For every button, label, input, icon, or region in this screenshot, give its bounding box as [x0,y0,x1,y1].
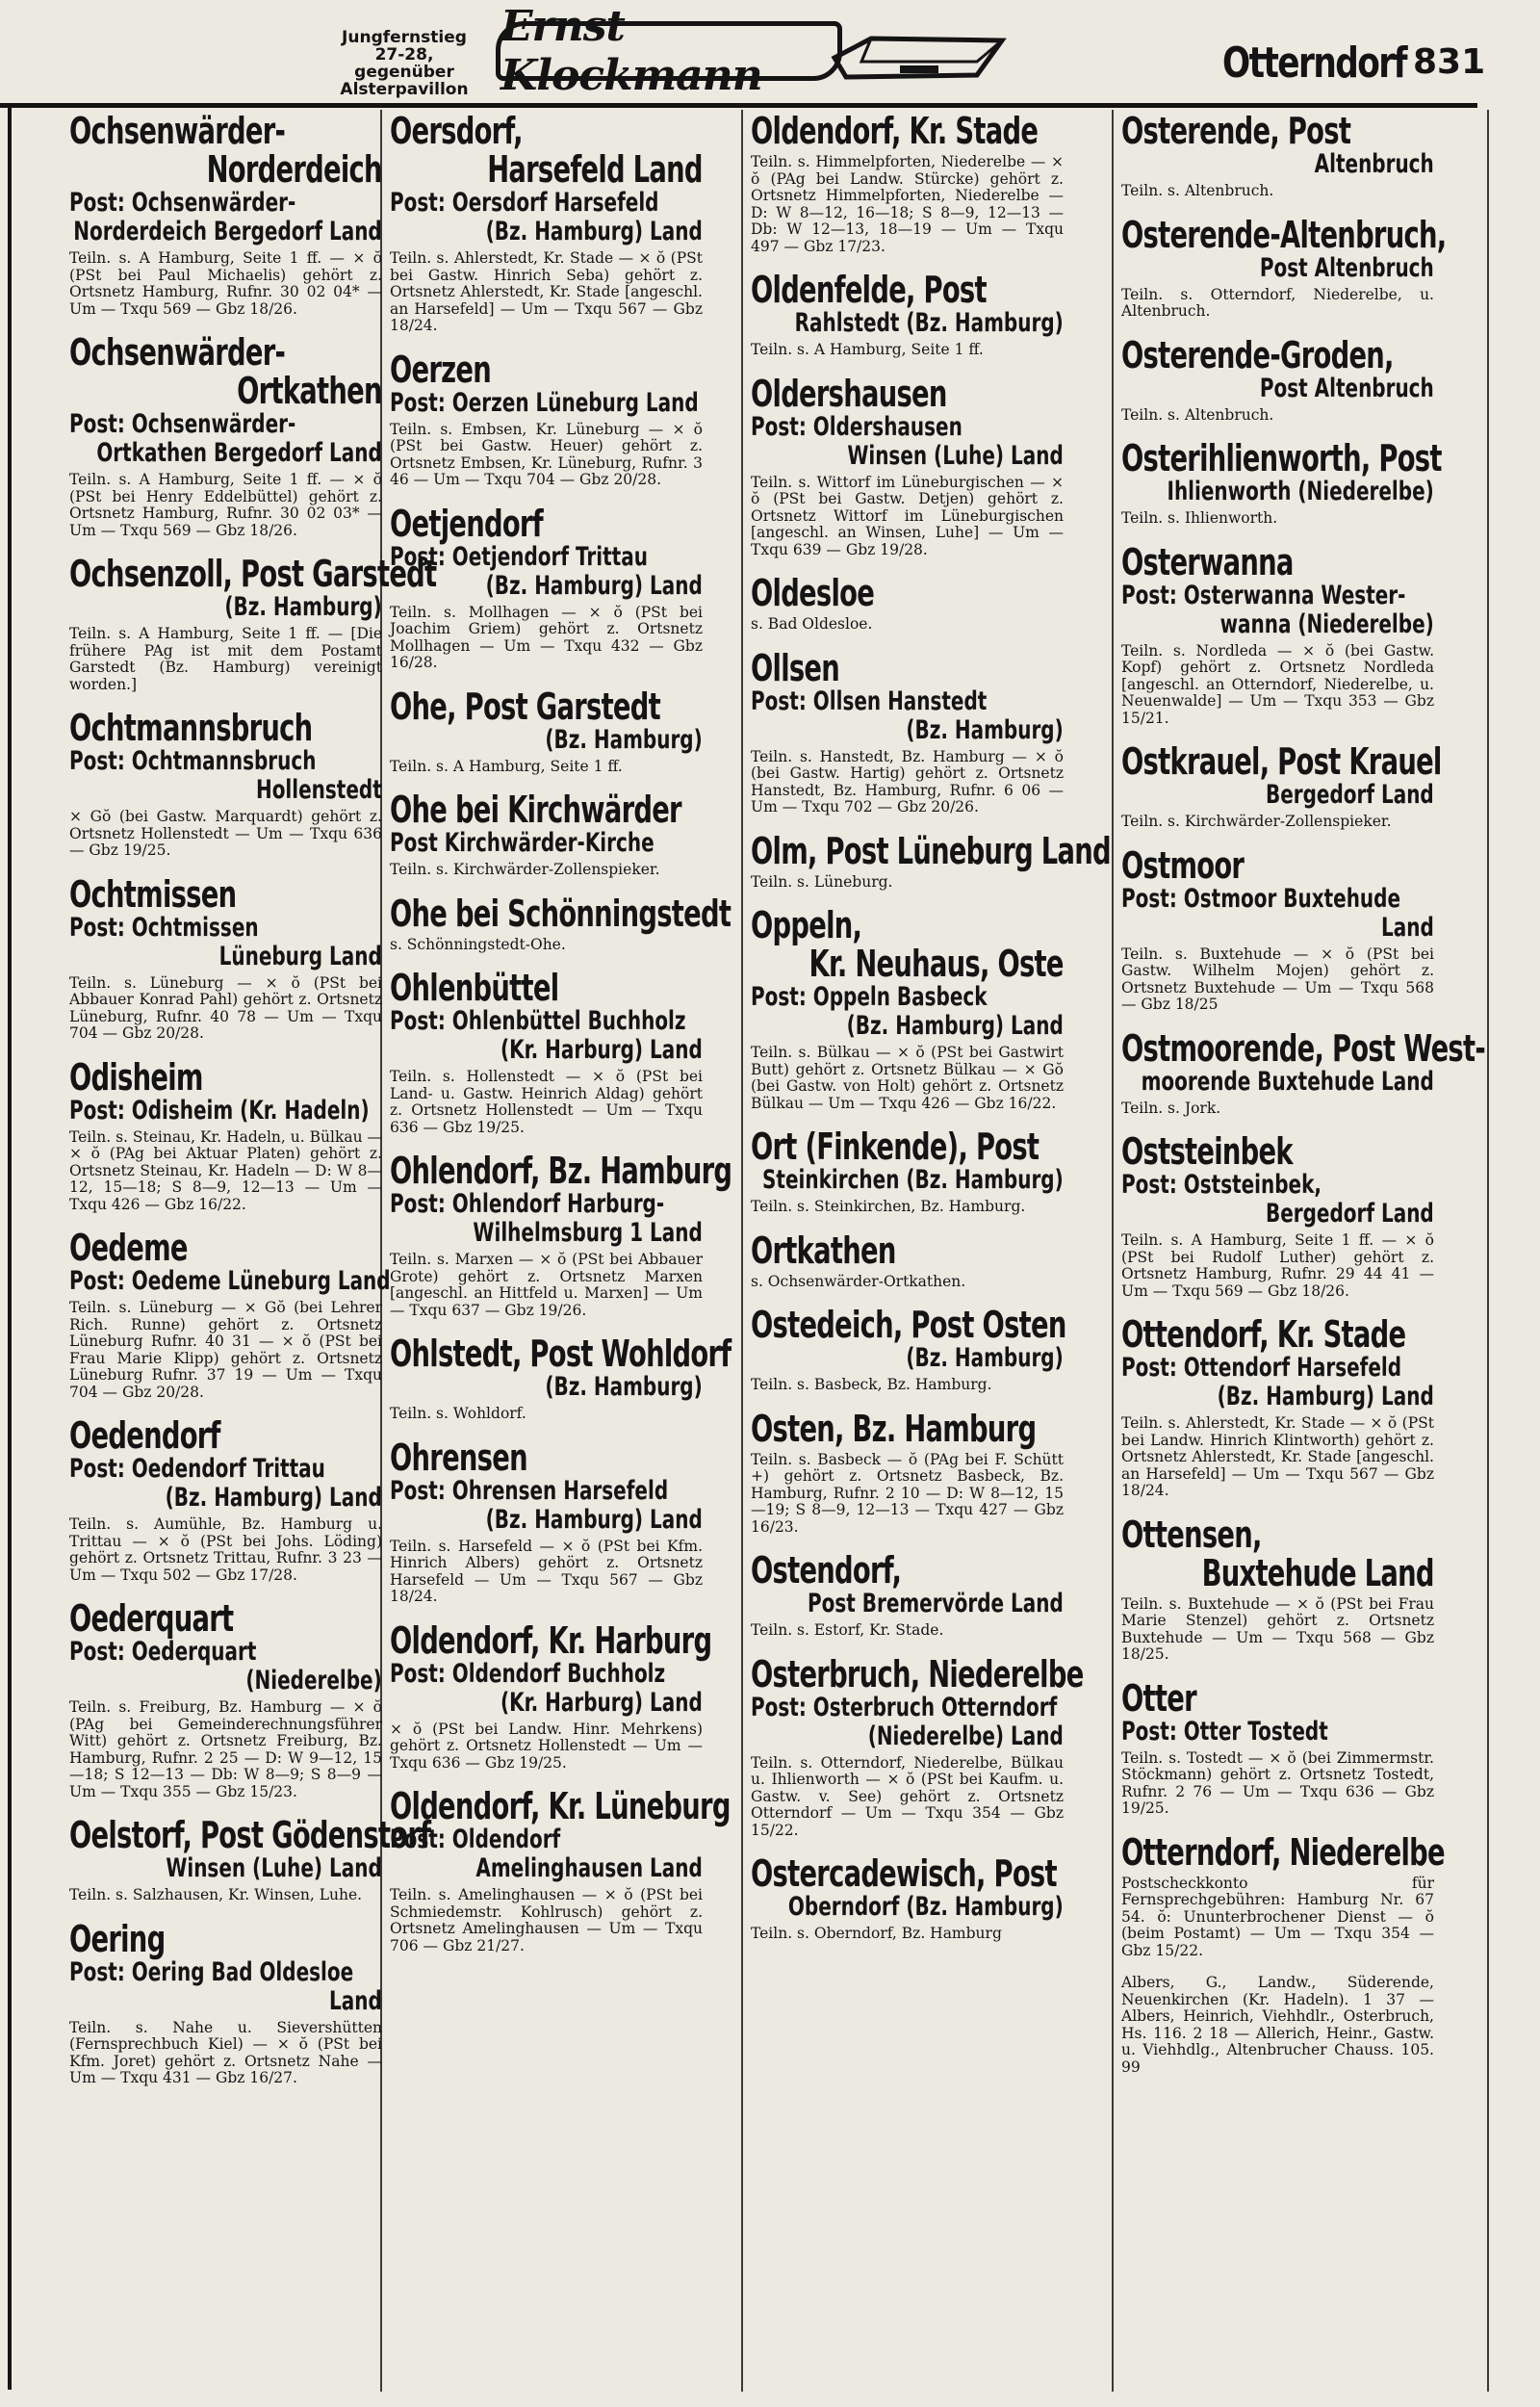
entry-body-text: Teiln. s. Lüneburg — × ŏ (PSt bei Abbauer Konrad Pahl) gehört z. Ortsnetz Lüneburg, Rufnr. 40 78 — Um — Txqu 704 — Gbz 20/28. [69,973,382,1042]
entry-place-name: Ottendorf, Kr. Stade [1121,1313,1406,1356]
directory-entry [69,872,382,1043]
entry-post-line: Post: Ohlenbüttel Buchholz [390,1006,686,1036]
entry-body-text: Teiln. s. Salzhausen, Kr. Winsen, Luhe. [69,1886,363,1903]
entry-post-line: Post: Osterwanna Wester- [1121,580,1406,610]
entry-place-name-cont: Ortkathen [237,370,382,412]
entry-post-line: Post: Ochsenwärder- [69,409,296,439]
header-rule [0,103,1477,108]
entry-place-name: Otter [1121,1676,1196,1720]
directory-entry [1121,213,1447,321]
entry-place-name: Oldendorf, Kr. Stade [751,110,1039,152]
advert-line-2: 27-28, gegenüber [354,45,454,82]
entry-body-text: Teiln. s. Hollenstedt — × ŏ (PSt bei Land- u. Gastw. Heinrich Aldag) gehört z. Ortsnetz Hollenstedt — Um — Txqu 636 — Gbz 19/25. [390,1068,703,1136]
entry-place-name-cont: Norderdeich [206,148,382,191]
directory-entry [1121,843,1434,1014]
entry-post-line: Post: Ohrensen Harsefeld [390,1475,669,1506]
entry-body-text: Teiln. s. Nordleda — × ŏ (bei Gastw. Kopf) gehört z. Ortsnetz Nordleda [angeschl. an Otterndorf, Niederelbe, u. Neuenwalde] — Um — Txqu 353 — Gbz 15/21. [1121,641,1434,727]
column-4 [1121,110,1485,2401]
entry-post-line: Post: Oppeln Basbeck [751,982,988,1012]
entry-body-text: Teiln. s. Kirchwärder-Zollenspieker. [390,861,660,878]
directory-entry [69,709,382,860]
entry-body-text: Teiln. s. A Hamburg, Seite 1 ff. — × ŏ (PSt bei Henry Eddelbüttel) gehört z. Ortsnetz Hamburg, Rufnr. 30 02 03* — Um — Txqu 569 — Gbz 18/26. [69,471,382,539]
directory-entry [390,112,703,335]
directory-entry [751,1231,1064,1291]
entry-body-text: Teiln. s. Bülkau — × ŏ (PSt bei Gastwirt Butt) gehört z. Ortsnetz Bülkau — × Gŏ (bei Gastw. von Holt) gehört z. Ortsnetz Bülkau — Um — Txqu 426 — Gbz 16/22. [751,1044,1064,1112]
entry-place-name: Otterndorf, Niederelbe [1121,1830,1445,1874]
entry-body-text: Teiln. s. Basbeck, Bz. Hamburg. [751,1376,992,1393]
entry-place-name-cont: Buxtehude Land [1201,1551,1434,1594]
entry-post-line-cont: Bergedorf Land [1266,1199,1434,1229]
entry-place-name: Ostmoor [1121,843,1245,887]
entry-place-name: Ohe bei Schönningstedt [390,892,732,935]
directory-entry [390,969,703,1136]
entry-place-name: Oelstorf, Post Gödenstorf [69,1814,431,1856]
entry-body-text: Teiln. s. Estorf, Kr. Stade. [751,1621,944,1639]
page-place-name: Otterndorf [1222,39,1407,88]
entry-body-text: Teiln. s. Steinkirchen, Bz. Hamburg. [751,1198,1026,1215]
entry-place-name: Osterende-Groden, [1121,333,1394,376]
entry-post-line-cont: (Niederelbe) Land [867,1721,1064,1751]
entry-body-text: Teiln. s. Jork. [1121,1099,1221,1117]
column-separator [1487,110,1489,2392]
entry-body-text: Teiln. s. Tostedt — × ŏ (bei Zimmermstr. Stöckmann) gehört z. Ortsnetz Tostedt, Rufnr. 2 76 — Um — Txqu 636 — Gbz 19/25. [1121,1748,1434,1817]
entry-place-name: Ort (Finkende), Post [751,1126,1040,1168]
entry-body-text: Albers, G., Landw., Süderende, Neuenkirchen (Kr. Hadeln). 1 37 — Albers, Heinrich, Viehhdlr., Osterbruch, Hs. 116. 2 18 — Allerich, Heinr., Gastw. u. Viehhdlg., Altenbrucher Chauss. 105. 99 [1121,1974,1434,2076]
entry-place-name: Oerzen [390,348,491,391]
column-separator [1112,110,1114,2392]
entry-place-name: Oldesloe [751,572,875,614]
entry-post-line-cont: (Bz. Hamburg) [545,724,703,755]
directory-entry [751,1652,1084,1840]
entry-place-name: Ohlenbüttel [390,967,559,1009]
entry-place-name: Ottensen, [1121,1513,1262,1556]
entry-body-text: Teiln. s. Himmelpforten, Niederelbe — × ŏ (PAg bei Landw. Stürcke) gehört z. Ortsnetz Himmelpforten, Niederelbe — D: W 8—12, 16—18; S 8—9, 12—13 — Db: W 12—13, 18—19 — Um — Txqu 497 — Gbz 17/23. [751,153,1064,255]
directory-entry [390,892,732,954]
entry-body-text: Teiln. s. Buxtehude — × ŏ (PSt bei Gastw. Wilhelm Mojen) gehört z. Ortsnetz Buxtehude — Um — Txqu 568 — Gbz 18/25 [1121,945,1434,1013]
entry-body-text: Teiln. s. Buxtehude — × ŏ (PSt bei Frau Marie Stenzel) gehört z. Ortsnetz Buxtehude — Um — Txqu 568 — Gbz 18/25. [1121,1594,1434,1663]
entry-post-line-cont: Norderdeich Bergedorf Land [73,217,382,246]
column-separator [741,110,743,2392]
entry-body-text: Teiln. s. Aumühle, Bz. Hamburg u. Trittau — × ŏ (PSt bei Johs. Löding) gehört z. Ortsnetz Trittau, Rufnr. 3 23 — Um — Txqu 502 — Gbz 17/28. [69,1515,382,1584]
entry-place-name: Osterende, Post [1121,110,1351,152]
column-2 [390,110,732,2401]
entry-body-text: s. Ochsenwärder-Ortkathen. [751,1272,966,1290]
entry-body-text: Teiln. s. Nahe u. Sievershütten (Fernsprechbuch Kiel) — × ŏ (PSt bei Kfm. Joret) gehört z. Ortsnetz Nahe — Um — Txqu 431 — Gbz 16/27. [69,2018,382,2086]
entry-body-text: Teiln. s. Kirchwärder-Zollenspieker. [1121,813,1392,830]
directory-entry [751,829,1111,892]
directory-entry [1121,1676,1434,1818]
directory-entry [1121,1132,1434,1300]
entry-post-line: Post: Ochtmissen [69,912,259,943]
logo-wordmark: Ernst Klockmann [496,21,842,81]
entry-post-line: Post: Oldershausen [751,411,962,442]
entry-body-text: Teiln. s. Lüneburg — × Gŏ (bei Lehrer Rich. Runne) gehört z. Ortsnetz Lüneburg Rufnr. 40 31 — × ŏ (PSt bei Frau Marie Klipp) gehört z. Ortsnetz Lüneburg Rufnr. 37 19 — Um — Txqu 704 — Gbz 20/28. [69,1299,382,1401]
directory-entry [751,646,1064,816]
entry-place-name: Ostendorf, [751,1549,902,1592]
directory-entry [390,1618,712,1773]
directory-entry [390,1333,732,1423]
entry-post-line: Post: Oetjendorf Trittau [390,541,648,572]
directory-entry [1121,1026,1485,1118]
directory-entry [69,1227,391,1401]
entry-body-text: Teiln. s. Embsen, Kr. Lüneburg — × ŏ (PSt bei Gastw. Heuer) gehört z. Ortsnetz Embsen, Kr. Lüneburg, Rufnr. 3 46 — Um — Txqu 704 — Gbz 20/28. [390,420,703,488]
entry-place-name: Odisheim [69,1055,203,1099]
entry-post-line-cont: (Kr. Harburg) Land [500,1035,703,1065]
entry-body-text: Teiln. s. Basbeck — ŏ (PAg bei F. Schütt +) gehört z. Ortsnetz Basbeck, Bz. Hamburg, Rufnr. 2 10 — D: W 8—12, 15—19; S 8—9, 12—13 — Txqu 427 — Gbz 16/23. [751,1450,1064,1536]
entry-post-line-cont: (Bz. Hamburg) Land [485,1504,703,1535]
entry-place-name: Oldershausen [751,372,947,415]
entry-post-line: Post: Ochtmannsbruch [69,746,317,776]
entry-post-line: Post: Oststeinbek, [1121,1170,1322,1200]
page-number: 831 [1413,42,1486,82]
entry-post-line: Post: Oederquart [69,1637,257,1667]
entry-place-name: Ochsenwärder- [69,331,286,374]
entry-post-line-cont: (Bz. Hamburg) [545,1372,703,1402]
entry-body-text: Teiln. s. Harsefeld — × ŏ (PSt bei Kfm. Hinrich Albers) gehört z. Ortsnetz Harsefeld — Um — Txqu 567 — Gbz 18/24. [390,1537,703,1605]
entry-place-name: Ortkathen [751,1229,896,1272]
entry-post-line: Post: Oedendorf Trittau [69,1454,325,1484]
entry-post-line: Post: Ohlendorf Harburg- [390,1189,665,1219]
entry-place-name: Ochtmissen [69,872,237,916]
entry-body-text: Teiln. s. Ihlienworth. [1121,509,1278,527]
entry-place-name: Ostkrauel, Post Krauel [1121,740,1442,783]
entry-post-line-cont: Steinkirchen (Bz. Hamburg) [762,1165,1064,1195]
entry-post-line: Post: Oldendorf Buchholz [390,1658,666,1689]
directory-entry [1121,740,1442,831]
entry-post-line: Post: Oedeme Lüneburg Land [69,1266,391,1296]
directory-entry [390,790,703,879]
entry-place-name: Ohe bei Kirchwärder [390,789,681,831]
entry-post-line-cont: Hollenstedt [256,775,382,805]
advert-address [322,29,486,98]
directory-entry [69,1917,382,2087]
page-header [0,0,1540,114]
directory-entry [751,1407,1064,1537]
entry-post-line-cont: (Bz. Hamburg) [224,592,382,622]
entry-post-line-cont: wanna (Niederelbe) [1219,608,1434,639]
entry-place-name: Oldenfelde, Post [751,269,987,311]
entry-place-name: Osterbruch, Niederelbe [751,1652,1084,1695]
entry-place-name: Ohlstedt, Post Wohldorf [390,1333,732,1375]
directory-entry [390,687,703,776]
entry-post-line-cont: (Bz. Hamburg) Land [1217,1382,1434,1411]
entry-place-name: Ostercadewisch, Post [751,1852,1057,1895]
advert-line-3: Alsterpavillon [340,80,469,99]
entry-body-text: Teiln. s. Ahlerstedt, Kr. Stade — × ŏ (PSt bei Landw. Hinrich Klintworth) gehört z. Ortsnetz Ahlerstedt, Kr. Stade [angeschl. an Harsefeld] — Um — Txqu 567 — Gbz 18/24. [1121,1414,1434,1499]
directory-entry [751,906,1064,1112]
entry-body-text: Teiln. s. Freiburg, Bz. Hamburg — × ŏ (PAg bei Gemeinderechnungsführer Witt) gehört z. Ortsnetz Freiburg, Bz. Hamburg, Rufnr. 2 25 — D: W 9—12, 15—18; S 12—13 — Db: W 8—9; S 8—9 — Um — Txqu 355 — Gbz 15/23. [69,1698,382,1800]
entry-place-name: Oststeinbek [1121,1130,1293,1173]
company-logo [496,2,1006,100]
entry-place-name: Ostedeich, Post Osten [751,1304,1066,1346]
entry-place-name: Oederquart [69,1597,234,1640]
entry-body-text: Teiln. s. Otterndorf, Niederelbe, Bülkau u. Ihlienworth — × ŏ (PSt bei Kaufm. u. Gastw. v. See) gehört z. Ortsnetz Otterndorf — Um — Txqu 354 — Gbz 15/22. [751,1753,1064,1839]
directory-entry [1121,437,1442,528]
entry-post-line-cont: (Niederelbe) [245,1666,382,1695]
entry-post-line-cont: Post Altenbruch [1260,373,1434,403]
entry-post-line-cont: (Bz. Hamburg) Land [846,1011,1064,1041]
directory-entry [1121,333,1434,425]
entry-place-name: Ohe, Post Garstedt [390,685,660,728]
entry-body-text: Teiln. s. Hanstedt, Bz. Hamburg — × ŏ (bei Gastw. Hartig) gehört z. Ortsnetz Hanstedt, Bz. Hamburg, Rufnr. 6 06 — Um — Txqu 702 — Gbz 20/26. [751,747,1064,815]
entry-body-text: Teiln. s. Wittorf im Lüneburgischen — × ŏ (PSt bei Gastw. Detjen) gehört z. Ortsnetz Wittorf im Lüneburgischen [angeschl. an Winsen, Luhe] — Um — Txqu 639 — Gbz 19/28. [751,473,1064,558]
entry-post-line: Post: Oldendorf [390,1825,561,1854]
entry-body-text: Teiln. s. Wohldorf. [390,1405,526,1422]
directory-entry [751,372,1064,559]
entry-post-line: Post: Osterbruch Otterndorf [751,1692,1058,1722]
entry-post-line-cont: (Bz. Hamburg) Land [485,217,703,246]
entry-body-text: × Gŏ (bei Gastw. Marquardt) gehört z. Ortsnetz Hollenstedt — Um — Txqu 636 — Gbz 19/25. [69,808,382,859]
entry-post-line-cont: (Kr. Harburg) Land [500,1687,703,1718]
directory-entry [751,1127,1064,1216]
entry-place-name: Ohrensen [390,1436,527,1479]
entry-post-line-cont: Wilhelmsburg 1 Land [473,1218,703,1248]
entry-post-line: Post: Oerzen Lüneburg Land [390,387,699,418]
entry-body-text: Teiln. s. Ahlerstedt, Kr. Stade — × ŏ (PSt bei Gastw. Hinrich Seba) gehört z. Ortsnetz Ahlerstedt, Kr. Stade [angeschl. an Harsefeld] — Um — Txqu 567 — Gbz 18/24. [390,249,703,334]
directory-entry [69,333,382,539]
entry-body-text: Teiln. s. A Hamburg, Seite 1 ff. [751,341,984,358]
entry-place-name-cont: Harsefeld Land [487,148,703,191]
entry-post-line-cont: moorende Buxtehude Land [1141,1066,1434,1097]
entry-body-text: Teiln. s. A Hamburg, Seite 1 ff. — [Die frühere PAg ist mit dem Postamt Garstedt (Bz. Hamburg) vereinigt worden.] [69,625,382,693]
directory-entry [1121,1830,1445,1960]
entry-body-text: Teiln. s. Mollhagen — × ŏ (PSt bei Joachim Griem) gehört z. Ortsnetz Mollhagen — Um — Txqu 432 — Gbz 16/28. [390,603,703,671]
entry-body-text: Teiln. s. A Hamburg, Seite 1 ff. — × ŏ (PSt bei Paul Michaelis) gehört z. Ortsnetz Hamburg, Rufnr. 30 02 04* — Um — Txqu 569 — Gbz 18/26. [69,249,382,318]
entry-post-line-cont: Oberndorf (Bz. Hamburg) [788,1892,1064,1922]
directory-entry [390,502,703,672]
entry-body-text: s. Schönningstedt-Ohe. [390,935,566,953]
entry-post-line-cont: (Bz. Hamburg) Land [485,570,703,601]
entry-body-text: Teiln. s. Amelinghausen — × ŏ (PSt bei Schmiedemstr. Kohlrusch) gehört z. Ortsnetz Amelinghausen — Um — Txqu 706 — Gbz 21/27. [390,1886,703,1954]
directory-entry [390,1438,703,1606]
entry-post-line-cont: Amelinghausen Land [475,1853,703,1883]
entry-post-line: Post: Odisheim (Kr. Hadeln) [69,1095,370,1126]
entry-place-name: Ochsenwärder- [69,110,286,152]
entry-place-name: Oppeln, [751,904,862,946]
directory-entry [1121,112,1434,200]
entry-post-line-cont: (Bz. Hamburg) [906,714,1064,745]
entry-post-line-cont: Ortkathen Bergedorf Land [96,438,382,468]
entry-body-text: Teiln. s. Otterndorf, Niederelbe, u. Altenbruch. [1121,285,1434,320]
entry-body-text: Postscheckkonto für Fernsprechgebühren: Hamburg Nr. 67 54. ŏ: Ununterbrochener Dienst — ŏ (beim Postamt) — Um — Txqu 354 — Gbz 15/22. [1121,1874,1434,1959]
directory-entry [751,1551,1064,1640]
entry-body-text: Teiln. s. Altenbruch. [1121,182,1274,199]
directory-entry [69,1416,382,1584]
entry-post-line-cont: Lüneburg Land [218,941,382,971]
entry-place-name: Ostmoorende, Post West- [1121,1026,1485,1070]
entry-place-name: Osterwanna [1121,540,1294,583]
column-1 [69,110,437,2401]
entry-post-line: Post Kirchwärder-Kirche [390,828,654,858]
entry-post-line: Post: Ostmoor Buxtehude [1121,883,1401,914]
directory-entry [751,271,1064,359]
entry-place-name: Osterihlienworth, Post [1121,437,1442,479]
entry-post-line-cont: Post Altenbruch [1260,252,1434,283]
entry-body-text: Teiln. s. Oberndorf, Bz. Hamburg [751,1925,1002,1942]
entry-place-name: Oldendorf, Kr. Harburg [390,1618,712,1662]
entry-place-name: Ollsen [751,646,840,689]
directory-entry [69,1599,382,1800]
entry-post-line: Post: Ochsenwärder- [69,188,296,218]
directory-entry [69,1814,431,1904]
entry-body-text: Teiln. s. A Hamburg, Seite 1 ff. — × ŏ (PSt bei Rudolf Luther) gehört z. Ortsnetz Hamburg, Rufnr. 29 44 41 — Um — Txqu 569 — Gbz 18/26. [1121,1231,1434,1300]
entry-post-line: Post: Oersdorf Harsefeld [390,188,659,218]
column-3 [751,110,1111,2401]
directory-entry [1121,1315,1434,1500]
advert-line-1: Jungfernstieg [342,28,467,47]
entry-place-name: Ochsenzoll, Post Garstedt [69,553,437,595]
entry-post-line: Post: Ottendorf Harsefeld [1121,1353,1402,1383]
entry-place-name: Oersdorf, [390,110,523,152]
entry-post-line-cont: Bergedorf Land [1266,780,1434,810]
entry-post-line-cont: Land [329,1985,382,2016]
entry-post-line-cont: Ihlienworth (Niederelbe) [1167,477,1434,506]
entry-place-name: Ochtmannsbruch [69,707,313,749]
entry-body-text: Teiln. s. A Hamburg, Seite 1 ff. [390,757,623,775]
entry-post-line-cont: Altenbruch [1314,149,1434,179]
directory-entry [69,112,382,318]
directory-entry [390,350,703,489]
entry-place-name: Oldendorf, Kr. Lüneburg [390,1785,731,1827]
entry-post-line: Post: Ollsen Hanstedt [751,686,988,716]
entry-post-line-cont: Rahlstedt (Bz. Hamburg) [794,308,1064,338]
entry-post-line: Post: Otter Tostedt [1121,1716,1328,1747]
directory-entry [390,1785,731,1954]
directory-entry [69,1055,382,1214]
entry-place-name: Oedendorf [69,1414,220,1457]
entry-place-name: Osterende-Altenbruch, [1121,213,1447,256]
entry-place-name: Ohlendorf, Bz. Hamburg [390,1150,732,1192]
entry-place-name: Oedeme [69,1227,188,1269]
entry-post-line-cont: Land [1381,912,1434,943]
entry-place-name-cont: Kr. Neuhaus, Oste [808,943,1064,985]
directory-entry [1121,1975,1434,2076]
entry-body-text: Teiln. s. Altenbruch. [1121,405,1274,424]
entry-post-line-cont: (Bz. Hamburg) Land [165,1483,382,1513]
directory-entry [390,1150,732,1319]
entry-body-text: s. Bad Oldesloe. [751,615,873,633]
entry-post-line-cont: Winsen (Luhe) Land [847,440,1064,471]
entry-post-line-cont: Winsen (Luhe) Land [166,1853,382,1883]
directory-entry [751,1854,1064,1943]
entry-place-name: Oering [69,1917,166,1960]
entry-body-text: Teiln. s. Marxen — × ŏ (PSt bei Abbauer Grote) gehört z. Ortsnetz Marxen [angeschl. an Hittfeld u. Marxen] — Um — Txqu 637 — Gbz 19/26. [390,1251,703,1319]
entry-body-text: Teiln. s. Lüneburg. [751,872,893,891]
directory-entry [751,1306,1064,1394]
entry-place-name: Olm, Post Lüneburg Land [751,829,1111,872]
entry-body-text: Teiln. s. Steinau, Kr. Hadeln, u. Bülkau — × ŏ (PAg bei Aktuar Platen) gehört z. Ortsnetz Steinau, Kr. Hadeln — D: W 8—12, 15—18; S 8—9, 12—13 — Um — Txqu 426 — Gbz 16/22. [69,1127,382,1213]
entry-post-line: Post: Oering Bad Oldesloe [69,1956,354,1987]
entry-post-line-cont: Post Bremervörde Land [808,1589,1064,1618]
entry-body-text: × ŏ (PSt bei Landw. Hinr. Mehrkens) gehört z. Ortsnetz Hollenstedt — Um — Txqu 636 — Gbz 19/25. [390,1720,703,1772]
directory-entry [69,553,437,693]
directory-entry [751,574,1064,634]
left-border-rule [8,108,12,2390]
directory-entry [751,112,1064,255]
directory-entry [1121,540,1434,728]
directory-entry [1121,1515,1434,1664]
entry-post-line-cont: (Bz. Hamburg) [906,1343,1064,1373]
entry-place-name: Osten, Bz. Hamburg [751,1407,1037,1450]
suitcase-icon [833,33,1006,83]
entry-place-name: Oetjendorf [390,502,543,545]
